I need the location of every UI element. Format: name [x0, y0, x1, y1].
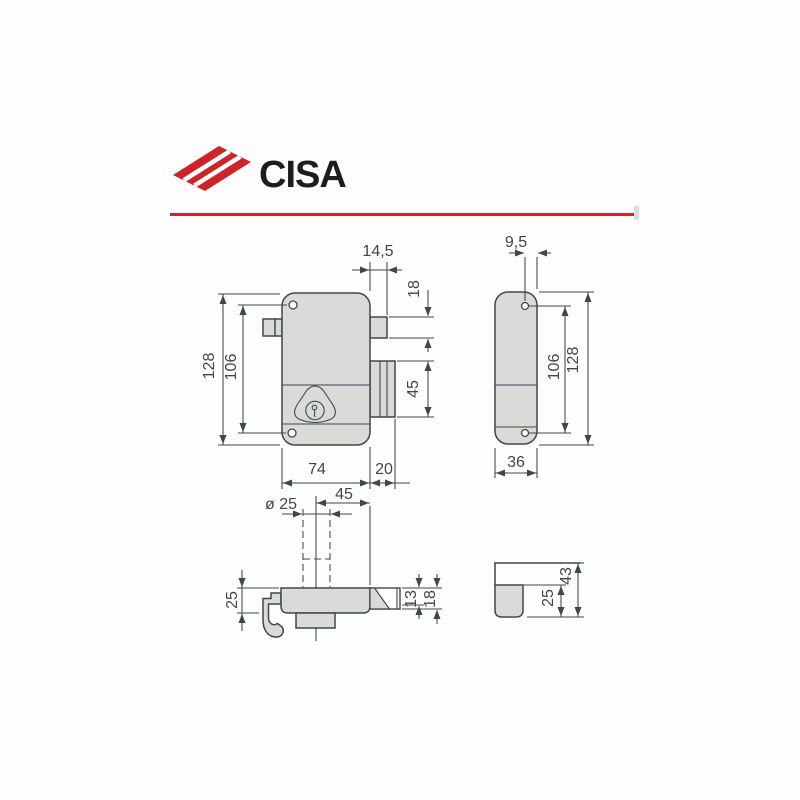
side-top-screw-hole — [522, 303, 529, 310]
plan-body-boss — [296, 613, 335, 628]
front-body — [282, 293, 370, 445]
dim-label-front-hole-spacing: 106 — [223, 353, 240, 381]
dim-label-plan-latch-18: 18 — [422, 590, 439, 608]
side-body — [495, 292, 537, 444]
front-deadbolt — [370, 361, 395, 417]
plan-hook — [263, 593, 283, 637]
dim-label-plan-body-depth: 25 — [224, 591, 241, 609]
dim-label-side-total-height: 128 — [565, 346, 582, 374]
front-left-latch — [263, 319, 282, 336]
dim-label-front-latch-height: 18 — [406, 280, 423, 298]
dim-label-plan-latch-13: 13 — [403, 590, 420, 608]
dim-label-strike-total-depth: 43 — [558, 567, 575, 585]
dim-label-front-body-width: 74 — [308, 461, 326, 478]
dim-label-plan-cylinder-diameter: ø 25 — [264, 496, 298, 513]
brand-name: CISA — [259, 154, 346, 196]
plan-body — [281, 588, 370, 613]
strike-box — [495, 585, 523, 617]
dim-label-side-hole-offset: 9,5 — [504, 234, 528, 251]
dim-label-front-latch-width: 14,5 — [362, 243, 394, 260]
front-view — [263, 293, 395, 445]
front-latch-bolt — [370, 317, 387, 338]
side-view — [495, 292, 537, 444]
front-top-screw-hole — [289, 301, 297, 309]
plan-latch-bolt — [370, 588, 400, 609]
dim-label-front-total-height: 128 — [201, 352, 218, 380]
dim-label-strike-box-depth: 25 — [540, 589, 557, 607]
front-bottom-screw-hole — [288, 429, 296, 437]
side-bottom-screw-hole — [522, 430, 529, 437]
dim-label-front-bolt-throw: 20 — [375, 461, 393, 478]
dim-label-front-deadbolt-height: 45 — [405, 380, 422, 398]
dim-label-side-body-width: 36 — [507, 454, 525, 471]
plan-view — [263, 496, 400, 641]
dim-label-side-hole-spacing: 106 — [546, 353, 563, 381]
cisa-diamond-logo — [173, 146, 251, 191]
dim-label-plan-backset: 45 — [335, 486, 353, 503]
